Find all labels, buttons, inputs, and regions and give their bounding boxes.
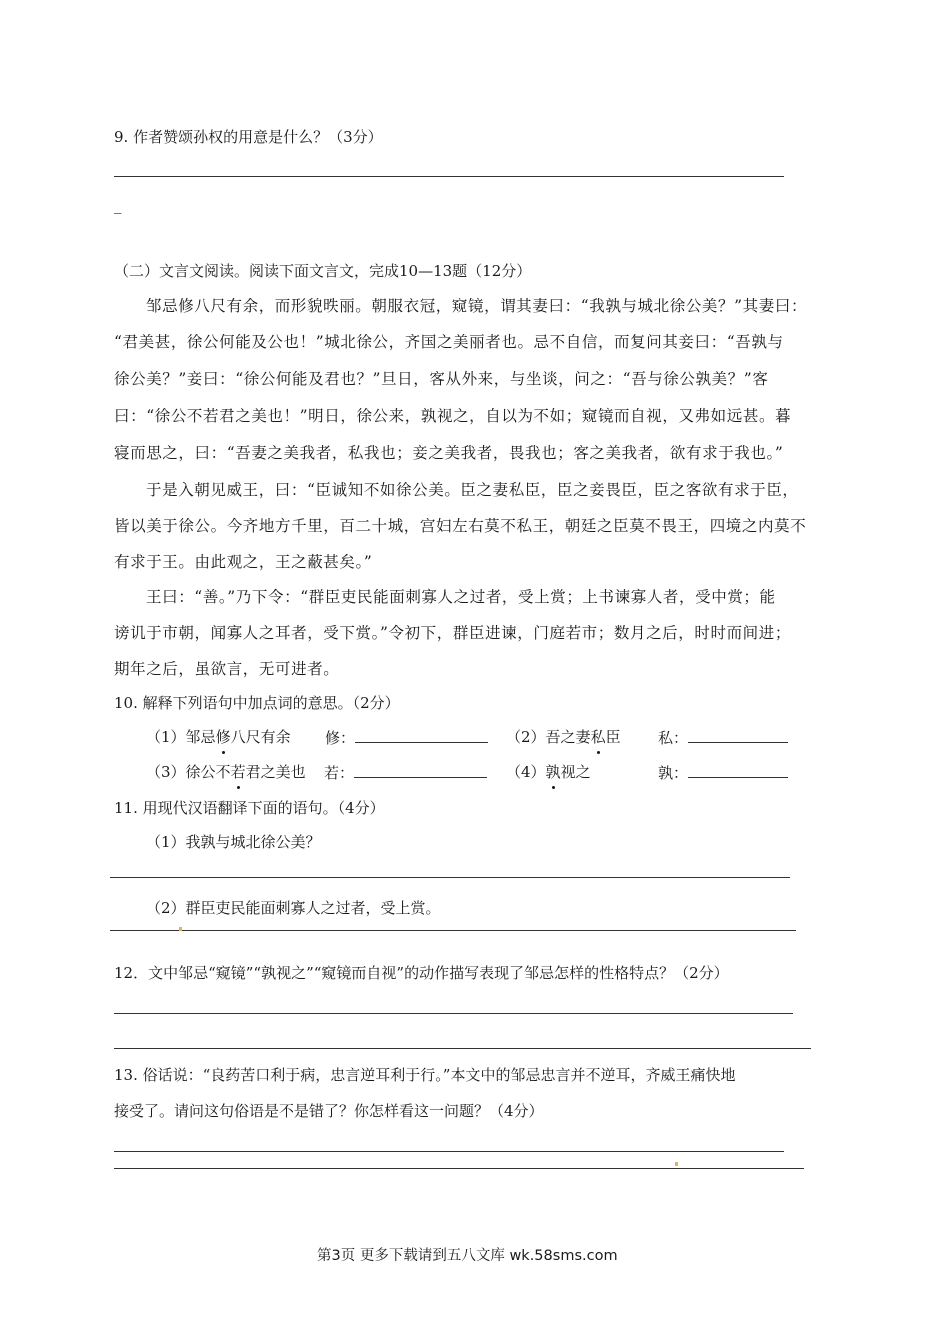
passage-line: 曰：“徐公不若君之美也！”明日，徐公来，孰视之，自以为不如；窥镜而自视，又弗如远甚。暮 — [114, 407, 792, 425]
q10-item-4-answer: 孰： — [658, 761, 788, 783]
emphasis-dot-word: 孰 — [545, 763, 561, 781]
question-11: 11. 用现代汉语翻译下面的语句。（4分） — [114, 799, 385, 817]
passage-line: 寝而思之，曰：“吾妻之美我者，私我也；妾之美我者，畏我也；客之美我者，欲有求于我也。” — [114, 444, 784, 462]
answer-line — [110, 877, 790, 878]
question-10: 10. 解释下列语句中加点词的意思。（2分） — [114, 694, 400, 712]
q10-item-3: （3）徐公不若君之美也 — [146, 763, 306, 781]
emphasis-dot-word: 若 — [230, 763, 246, 781]
answer-line — [110, 930, 796, 931]
answer-blank[interactable] — [354, 761, 487, 778]
passage-line: 邹忌修八尺有余，而形貌昳丽。朝服衣冠，窥镜，谓其妻曰：“我孰与城北徐公美？”其妻曰： — [146, 297, 808, 315]
stray-underscore: _ — [114, 196, 122, 214]
passage-line: 于是入朝见威王，曰：“臣诚知不如徐公美。臣之妻私臣，臣之妾畏臣，臣之客欲有求于臣， — [146, 481, 799, 499]
scan-mark — [675, 1162, 678, 1166]
question-12: 12．文中邹忌“窥镜”“孰视之”“窥镜而自视”的动作描写表现了邹忌怎样的性格特点？（2分） — [114, 964, 729, 982]
emphasis-dot-word: 修 — [215, 728, 231, 746]
page-footer: 第3页 更多下载请到五八文库 wk.58sms.com — [317, 1248, 618, 1264]
answer-line — [114, 1151, 784, 1152]
answer-blank[interactable] — [355, 726, 488, 743]
section-heading: （二）文言文阅读。阅读下面文言文，完成10—13题（12分） — [114, 262, 532, 280]
question-9: 9. 作者赞颂孙权的用意是什么？（3分） — [114, 128, 383, 146]
question-13-line-1: 13. 俗话说：“良药苦口利于病，忠言逆耳利于行。”本文中的邹忌忠言并不逆耳，齐威王痛快地 — [114, 1066, 736, 1084]
passage-line: 期年之后，虽欲言，无可进者。 — [114, 660, 340, 678]
passage-line: 有求于王。由此观之，王之蔽甚矣。” — [114, 553, 373, 571]
q10-item-4: （4）孰视之 — [506, 763, 591, 781]
q10-item-1-answer: 修： — [325, 726, 488, 748]
answer-line — [114, 1048, 811, 1049]
q10-item-2-answer: 私： — [658, 726, 788, 748]
passage-line: 徐公美？”妾曰：“徐公何能及君也？”旦日，客从外来，与坐谈，问之：“吾与徐公孰美？”客 — [114, 370, 769, 388]
passage-line: 王曰：“善。”乃下令：“群臣吏民能面刺寡人之过者，受上赏；上书谏寡人者，受中赏；能 — [146, 588, 776, 606]
passage-line: 皆以美于徐公。今齐地方千里，百二十城，宫妇左右莫不私王，朝廷之臣莫不畏王，四境之内莫不 — [114, 517, 807, 535]
q11-sentence-1: （1）我孰与城北徐公美？ — [146, 833, 321, 851]
q10-item-1: （1）邹忌修八尺有余 — [146, 728, 291, 746]
passage-line: 谤讥于市朝，闻寡人之耳者，受下赏。”令初下，群臣进谏，门庭若市；数月之后，时时而间进； — [114, 624, 791, 642]
passage-line: “君美甚，徐公何能及公也！”城北徐公，齐国之美丽者也。忌不自信，而复问其妾曰：“吾孰与 — [114, 333, 784, 351]
q10-item-2: （2）吾之妻私臣 — [506, 728, 621, 746]
answer-line — [114, 1013, 793, 1014]
answer-blank[interactable] — [688, 726, 788, 743]
emphasis-dot-word: 私 — [590, 728, 606, 746]
answer-line — [114, 176, 784, 177]
q11-sentence-2: （2）群臣吏民能面刺寡人之过者，受上赏。 — [146, 899, 441, 917]
answer-blank[interactable] — [688, 761, 788, 778]
scan-mark — [179, 927, 182, 931]
q10-item-3-answer: 若： — [324, 761, 487, 783]
question-13-line-2: 接受了。请问这句俗语是不是错了？你怎样看这一问题？（4分） — [114, 1102, 544, 1120]
answer-line — [114, 1168, 804, 1169]
